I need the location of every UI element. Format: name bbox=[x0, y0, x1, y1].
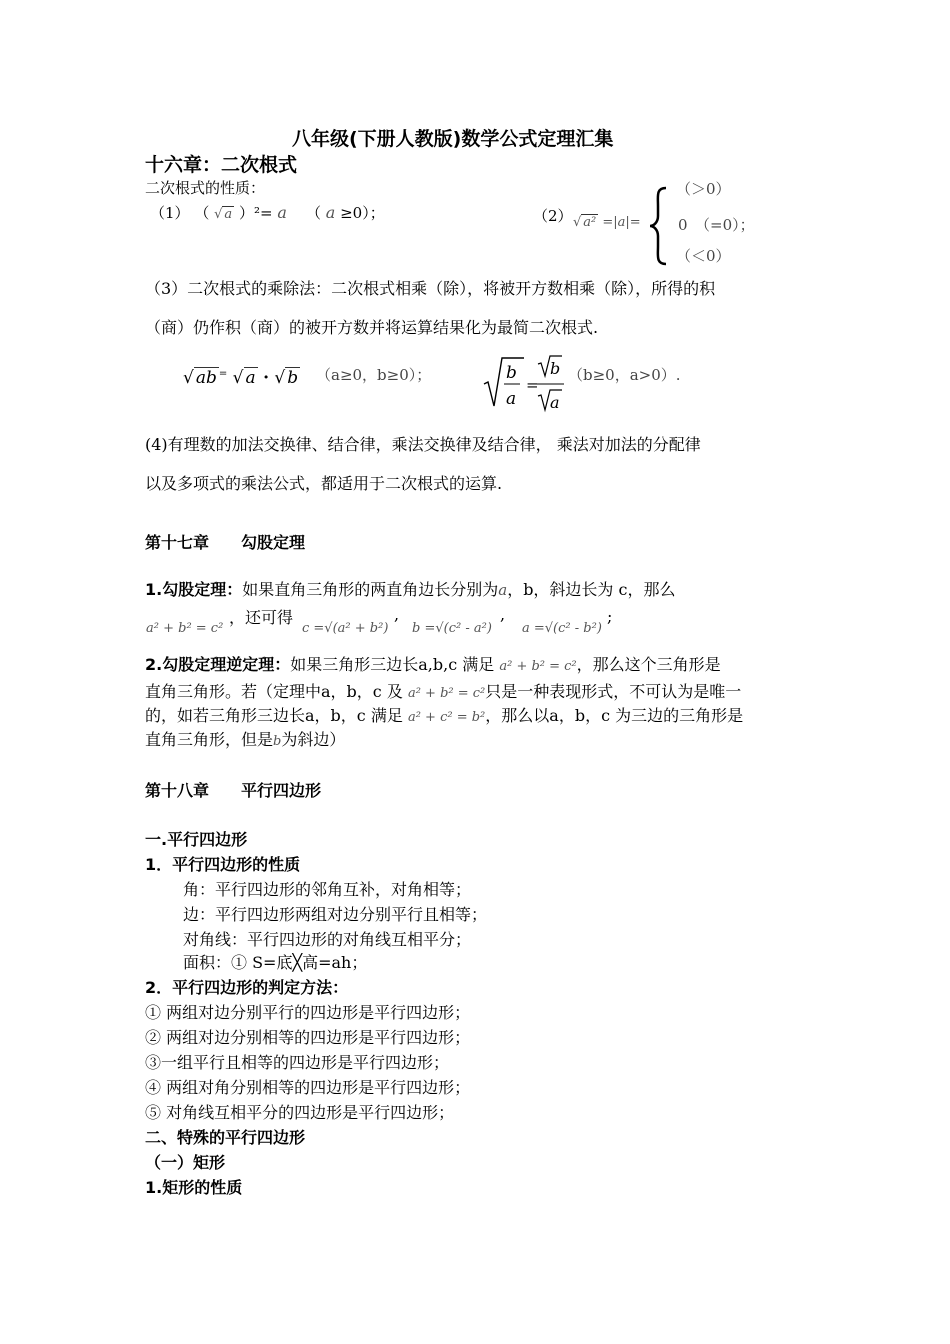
converse-b: b bbox=[273, 734, 282, 749]
prop-4-line-1: (4)有理数的加法交换律、结合律，乘法交换律及结合律， 乘法对加法的分配律 bbox=[145, 435, 701, 454]
prop-1 bbox=[150, 202, 385, 223]
pythagoras-b: b =√(c² - a²) bbox=[412, 621, 492, 636]
converse-text-4a: 直角三角形，但是 bbox=[145, 730, 274, 749]
pythagoras-c: c =√(a² + b²) bbox=[302, 621, 389, 636]
prop-2-case-2: 0 （=0）； bbox=[678, 216, 755, 234]
converse-text-3c: ，那么以 bbox=[485, 706, 550, 725]
sqrt-div-condition: （b≥0，a>0）. bbox=[568, 366, 681, 384]
judgement-2: ② 两组对边分别相等的四边形是平行四边形； bbox=[145, 1028, 471, 1047]
pythagoras-line-1 bbox=[145, 577, 675, 600]
converse-line-4 bbox=[145, 727, 345, 750]
prop-1-sqrt-a: √ a bbox=[214, 207, 233, 222]
svg-text:b: b bbox=[550, 359, 561, 378]
converse-text-2a: 直角三角形。若（定理中 bbox=[145, 682, 322, 701]
svg-text:a: a bbox=[550, 393, 560, 412]
section-2-heading: 二、特殊的平行四边形 bbox=[145, 1128, 306, 1147]
section-2-1-heading: （一）矩形 bbox=[145, 1153, 226, 1172]
converse-label: 2.勾股定理逆定理： bbox=[145, 655, 291, 674]
judgement-4: ④ 两组对角分别相等的四边形是平行四边形； bbox=[145, 1078, 471, 1097]
comma-1: , bbox=[394, 605, 400, 624]
pythagoras-text: 如果直角三角形的两直角边长分别为 bbox=[242, 580, 499, 599]
property-side: 边：平行四边形两组对边分别平行且相等； bbox=[183, 905, 488, 924]
converse-text-4c: 为斜边） bbox=[281, 730, 346, 749]
judgement-1: ① 两组对边分别平行的四边形是平行四边形； bbox=[145, 1003, 471, 1022]
prop-1-number: （1） bbox=[150, 204, 190, 222]
sqrt-mul-condition: （a≥0，b≥0）； bbox=[316, 366, 432, 384]
converse-text-1c: ，那么这个三角形是 bbox=[576, 655, 721, 674]
judgement-5: ⑤ 对角线互相平分的四边形是平行四边形； bbox=[145, 1103, 455, 1122]
converse-text-2c: 只是一种表现形式，不可认为是唯一 bbox=[485, 682, 742, 701]
chapter-18-heading: 第十八章 平行四边形 bbox=[145, 781, 322, 800]
converse-text-1b: a,b,c 满足 bbox=[418, 655, 495, 674]
prop-2-lhs: √ a² =|a|= bbox=[573, 215, 641, 230]
section-1-1-heading: 1．平行四边形的性质 bbox=[145, 855, 301, 874]
prop-1-close-squared: ）²= bbox=[238, 204, 273, 222]
svg-text:=: = bbox=[526, 376, 539, 394]
prop-1-cond-a: a bbox=[325, 203, 336, 222]
pythagoras-a: a bbox=[498, 581, 508, 599]
pythagoras-equation: a² + b² = c² bbox=[146, 621, 224, 636]
judgement-3: ③一组平行且相等的四边形是平行四边形； bbox=[145, 1053, 450, 1072]
property-angle: 角：平行四边形的邻角互补，对角相等； bbox=[183, 880, 472, 899]
property-area: 面积：① S=底╳高=ah； bbox=[183, 953, 368, 972]
prop-3-line-1: （3）二次根式的乘除法：二次根式相乘（除），将被开方数相乘（除），所得的积 bbox=[145, 279, 716, 298]
prop-3-line-2: （商）仍作积（商）的被开方数并将运算结果化为最简二次根式. bbox=[145, 318, 599, 337]
prop-1-cond: ≥0）； bbox=[340, 204, 385, 222]
converse-text-3b: a，b，c 满足 bbox=[305, 706, 403, 725]
prop-2-case-3: （＜0） bbox=[676, 247, 731, 265]
prop-1-open: （ bbox=[194, 204, 210, 222]
comma-2: , bbox=[500, 605, 506, 624]
converse-text-2b: a，b，c 及 bbox=[321, 682, 403, 701]
converse-text-3a: 的，如若三角形三边长 bbox=[145, 706, 306, 725]
chapter-17-heading: 第十七章 勾股定理 bbox=[145, 533, 306, 552]
property-diagonal: 对角线：平行四边形的对角线互相平分； bbox=[183, 930, 472, 949]
pythagoras-a-formula: a =√(c² - b²) bbox=[522, 621, 602, 636]
prop-4-line-2: 以及多项式的乘法公式，都适用于二次根式的运算. bbox=[145, 474, 503, 493]
converse-text-1: 如果三角形三边长 bbox=[290, 655, 419, 674]
svg-text:b: b bbox=[506, 363, 517, 383]
section-2-1-1-heading: 1.矩形的性质 bbox=[145, 1178, 243, 1197]
prop-1-a: a bbox=[277, 203, 287, 222]
semicolon: ; bbox=[607, 607, 613, 626]
converse-line-2 bbox=[145, 679, 741, 702]
converse-eq-3: a² + c² = b² bbox=[407, 710, 486, 725]
section-1-heading: 一.平行四边形 bbox=[145, 830, 248, 849]
converse-eq-2: a² + b² = c² bbox=[407, 686, 486, 701]
prop-2-number: （2） bbox=[533, 207, 573, 225]
page-title: 八年级(下册人教版)数学公式定理汇集 bbox=[292, 128, 614, 150]
pythagoras-text-2: ，b，斜边长为 c，那么 bbox=[507, 580, 676, 599]
converse-text-3d: a，b，c 为三边的三角形是 bbox=[549, 706, 744, 725]
brace-icon bbox=[648, 186, 670, 266]
converse-line-3 bbox=[145, 703, 743, 726]
props-label: 二次根式的性质： bbox=[145, 179, 266, 197]
sqrt-div-formula bbox=[482, 354, 572, 414]
prop-1-cond-open: （ bbox=[305, 204, 321, 222]
svg-text:a: a bbox=[506, 389, 517, 409]
prop-2-case-1: （＞0） bbox=[676, 180, 731, 198]
pythagoras-also: ，还可得 bbox=[229, 608, 294, 627]
pythagoras-label: 1.勾股定理： bbox=[145, 580, 243, 599]
converse-line-1 bbox=[145, 652, 721, 675]
section-1-2-heading: 2．平行四边形的判定方法： bbox=[145, 978, 349, 997]
sqrt-mul-formula: √ ab = √ a · √ b bbox=[183, 368, 299, 388]
chapter-16-heading: 十六章：二次根式 bbox=[145, 154, 298, 176]
converse-eq-1: a² + b² = c² bbox=[499, 659, 577, 674]
